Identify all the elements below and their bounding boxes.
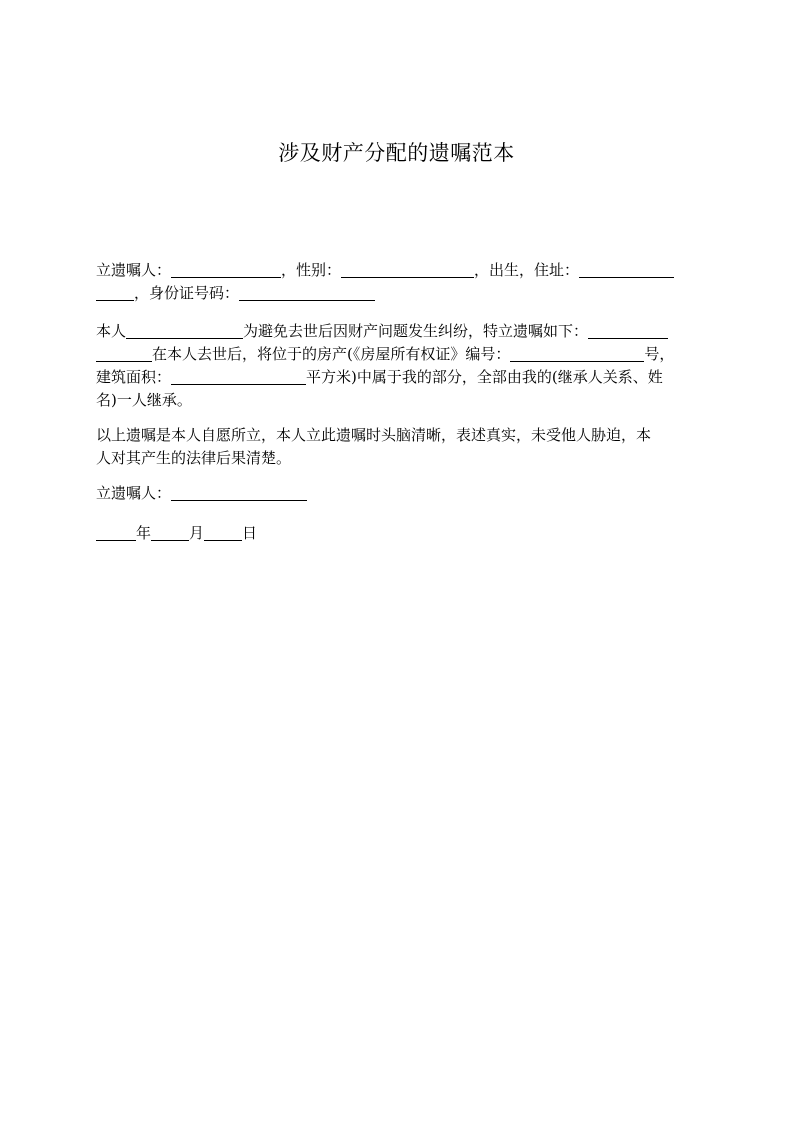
property-location-text: 在本人去世后，将位于的房产(《房屋所有权证》编号： xyxy=(152,345,511,363)
signature-label: 立遗嘱人： xyxy=(96,484,172,502)
day-label: 日 xyxy=(242,524,258,542)
text-line xyxy=(96,482,702,505)
text-line xyxy=(96,343,702,366)
text-line xyxy=(96,389,702,412)
inheritance-text: 平方米)中属于我的部分，全部由我的(继承人关系、姓 xyxy=(306,368,663,386)
signature-blank[interactable] xyxy=(171,485,307,501)
month-blank[interactable] xyxy=(151,525,189,541)
text-line xyxy=(96,320,702,343)
text-line: 人对其产生的法律后果清楚。 xyxy=(96,449,292,467)
testator-name-blank[interactable] xyxy=(171,262,281,278)
testator-info-paragraph xyxy=(96,259,702,305)
address-blank-continued[interactable] xyxy=(96,285,134,301)
gender-label: ，性别： xyxy=(281,261,342,279)
certificate-number-blank[interactable] xyxy=(510,346,644,362)
signature-line xyxy=(96,482,702,505)
text-line xyxy=(96,282,702,305)
address-blank[interactable] xyxy=(579,262,674,278)
testator-label: 立遗嘱人： xyxy=(96,261,172,279)
document-title: 涉及财产分配的遗嘱范本 xyxy=(278,141,515,165)
date-line xyxy=(96,522,702,545)
self-name-blank[interactable] xyxy=(126,323,243,339)
will-content-blank-continued[interactable] xyxy=(96,346,152,362)
birth-address-label: ，出生，住址： xyxy=(474,261,580,279)
property-distribution-paragraph xyxy=(96,320,702,412)
gender-blank[interactable] xyxy=(341,262,474,278)
inheritance-text-end: 名)一人继承。 xyxy=(96,391,192,409)
id-number-label: ，身份证号码： xyxy=(134,284,240,302)
self-label: 本人 xyxy=(96,322,127,340)
will-content-blank[interactable] xyxy=(588,323,668,339)
id-number-blank[interactable] xyxy=(239,285,375,301)
will-purpose-text: 为避免去世后因财产问题发生纠纷，特立遗嘱如下： xyxy=(243,322,589,340)
area-label: 建筑面积： xyxy=(96,368,172,386)
month-label: 月 xyxy=(189,524,205,542)
area-blank[interactable] xyxy=(171,369,306,385)
day-blank[interactable] xyxy=(204,525,242,541)
year-label: 年 xyxy=(136,524,152,542)
text-line xyxy=(96,259,702,282)
declaration-paragraph xyxy=(96,424,702,470)
year-blank[interactable] xyxy=(96,525,136,541)
text-line xyxy=(96,522,702,545)
text-line xyxy=(96,366,702,389)
number-suffix: 号， xyxy=(644,345,675,363)
text-line: 以上遗嘱是本人自愿所立，本人立此遗嘱时头脑清晰，表述真实，未受他人胁迫，本 xyxy=(96,426,652,444)
